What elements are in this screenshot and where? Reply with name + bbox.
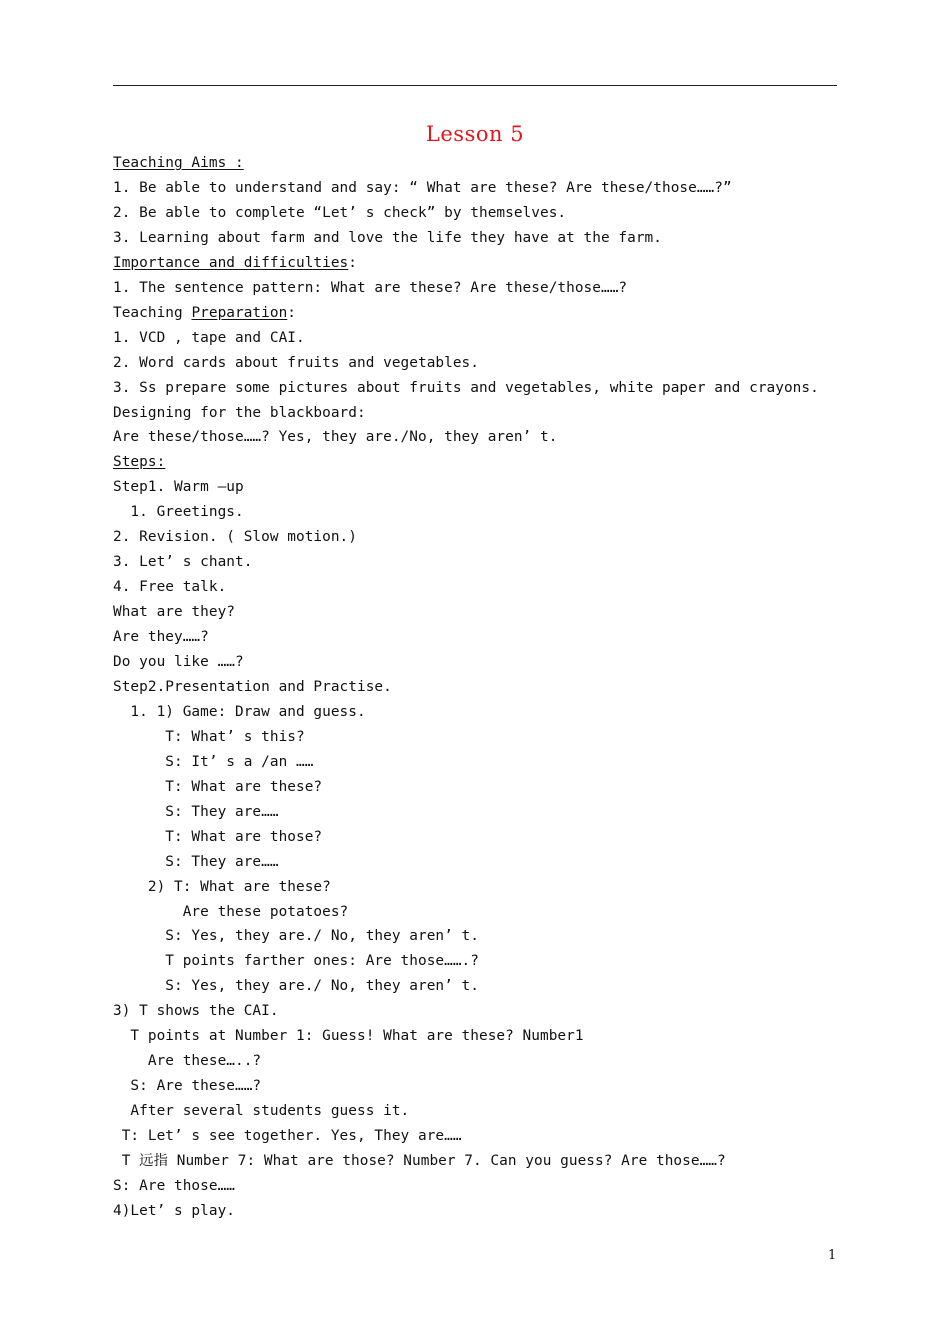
line-text: S: Are these……? <box>113 1078 262 1095</box>
text-line <box>113 303 296 323</box>
text-line <box>113 1176 235 1196</box>
text-line <box>113 1076 261 1096</box>
line-text: After several students guess it. <box>113 1103 410 1120</box>
line-text: Step1. Warm –up <box>113 479 244 496</box>
text-line <box>113 1151 726 1171</box>
line-text: Are these potatoes? <box>113 903 349 920</box>
line-text: 3. Learning about farm and love the life they have at the farm. <box>113 229 662 246</box>
text-line <box>113 203 566 223</box>
text-line <box>113 403 366 423</box>
line-text: 1. Greetings. <box>113 504 244 521</box>
line-text: T points at Number 1: Guess! What are these? Number1 <box>113 1028 584 1045</box>
text-line <box>113 677 392 697</box>
text-line <box>113 527 357 547</box>
text-line <box>113 852 279 872</box>
underlined-heading: Preparation <box>191 304 288 321</box>
line-text: 1. 1) Game: Draw and guess. <box>113 703 366 720</box>
text-line <box>113 902 348 922</box>
text-line <box>113 427 557 447</box>
text-line <box>113 378 819 398</box>
underlined-heading: Importance and difficulties <box>113 254 349 271</box>
line-text: 3. Ss prepare some pictures about fruits and vegetables, white paper and crayons. <box>113 379 819 396</box>
line-text: S: They are…… <box>113 853 279 870</box>
line-text: 3. Let’ s chant. <box>113 554 253 571</box>
line-text: : <box>348 254 357 271</box>
line-text: Step2.Presentation and Practise. <box>113 678 392 695</box>
line-text: Designing for the blackboard: <box>113 404 366 421</box>
line-text: T: What are those? <box>113 828 323 845</box>
text-line <box>113 1101 409 1121</box>
line-text: What are they? <box>113 604 235 621</box>
text-line <box>113 727 305 747</box>
line-text: S: Yes, they are./ No, they aren’ t. <box>113 928 479 945</box>
line-text: T: What’ s this? <box>113 728 305 745</box>
text-line <box>113 328 305 348</box>
underlined-heading: Teaching Aims : <box>113 155 244 171</box>
text-line <box>113 1051 261 1071</box>
line-text: T 远指 Number 7: What are those? Number 7. Can you guess? Are those……? <box>113 1153 726 1169</box>
line-text: S: Are those…… <box>113 1177 235 1194</box>
text-line <box>113 477 244 497</box>
text-line <box>113 951 479 971</box>
line-text: 2) T: What are these? <box>113 878 331 895</box>
line-text: T points farther ones: Are those…….? <box>113 953 479 970</box>
page-title: Lesson 5 <box>425 122 525 146</box>
line-text: 1. The sentence pattern: What are these? Are these/those……? <box>113 279 628 296</box>
line-text: 3) T shows the CAI. <box>113 1003 279 1020</box>
line-text: S: It’ s a /an …… <box>113 753 314 770</box>
text-line <box>113 278 627 298</box>
line-text: Do you like ……? <box>113 654 244 670</box>
text-line <box>113 552 252 572</box>
line-text: T: What are these? <box>113 778 323 795</box>
text-line <box>113 702 366 722</box>
page-number: 1 <box>828 1248 837 1263</box>
text-line <box>113 652 244 672</box>
text-line <box>113 253 357 273</box>
line-text: T: Let’ s see together. Yes, They are…… <box>113 1128 462 1145</box>
line-text: 2. Word cards about fruits and vegetables. <box>113 354 479 371</box>
text-line <box>113 353 479 373</box>
line-text: S: Yes, they are./ No, they aren’ t. <box>113 978 479 995</box>
line-text: : <box>287 304 297 321</box>
line-text: Are these…..? <box>113 1053 262 1070</box>
text-line <box>113 1126 462 1146</box>
text-line <box>113 502 244 522</box>
text-line <box>113 802 279 822</box>
text-line <box>113 452 165 472</box>
line-text: 1. VCD , tape and CAI. <box>113 329 305 346</box>
line-text: 4)Let’ s play. <box>113 1202 235 1219</box>
text-line <box>113 228 662 248</box>
text-line <box>113 1201 235 1221</box>
text-line <box>113 602 235 622</box>
text-line <box>113 827 322 847</box>
line-text: 2. Revision. ( Slow motion.) <box>113 529 357 546</box>
text-line <box>113 627 209 647</box>
text-line <box>113 777 322 797</box>
text-line <box>113 926 479 946</box>
header-rule <box>113 85 837 86</box>
text-line <box>113 153 244 173</box>
text-line <box>113 752 313 772</box>
text-line <box>113 877 331 897</box>
underlined-heading: Steps: <box>113 454 166 471</box>
line-text: S: They are…… <box>113 803 279 820</box>
text-line <box>113 976 479 996</box>
line-text: Are these/those……? Yes, they are./No, they aren’ t. <box>113 429 558 446</box>
text-line <box>113 1026 584 1046</box>
line-text: 2. Be able to complete “Let’ s check” by themselves. <box>113 204 567 221</box>
line-text: 4. Free talk. <box>113 579 227 596</box>
text-line <box>113 1001 279 1021</box>
line-text: 1. Be able to understand and say: “ What are these? Are these/those……?” <box>113 179 732 196</box>
text-line <box>113 577 226 597</box>
line-text: Are they……? <box>113 629 209 646</box>
text-line <box>113 178 732 198</box>
line-prefix: Teaching <box>113 304 192 321</box>
